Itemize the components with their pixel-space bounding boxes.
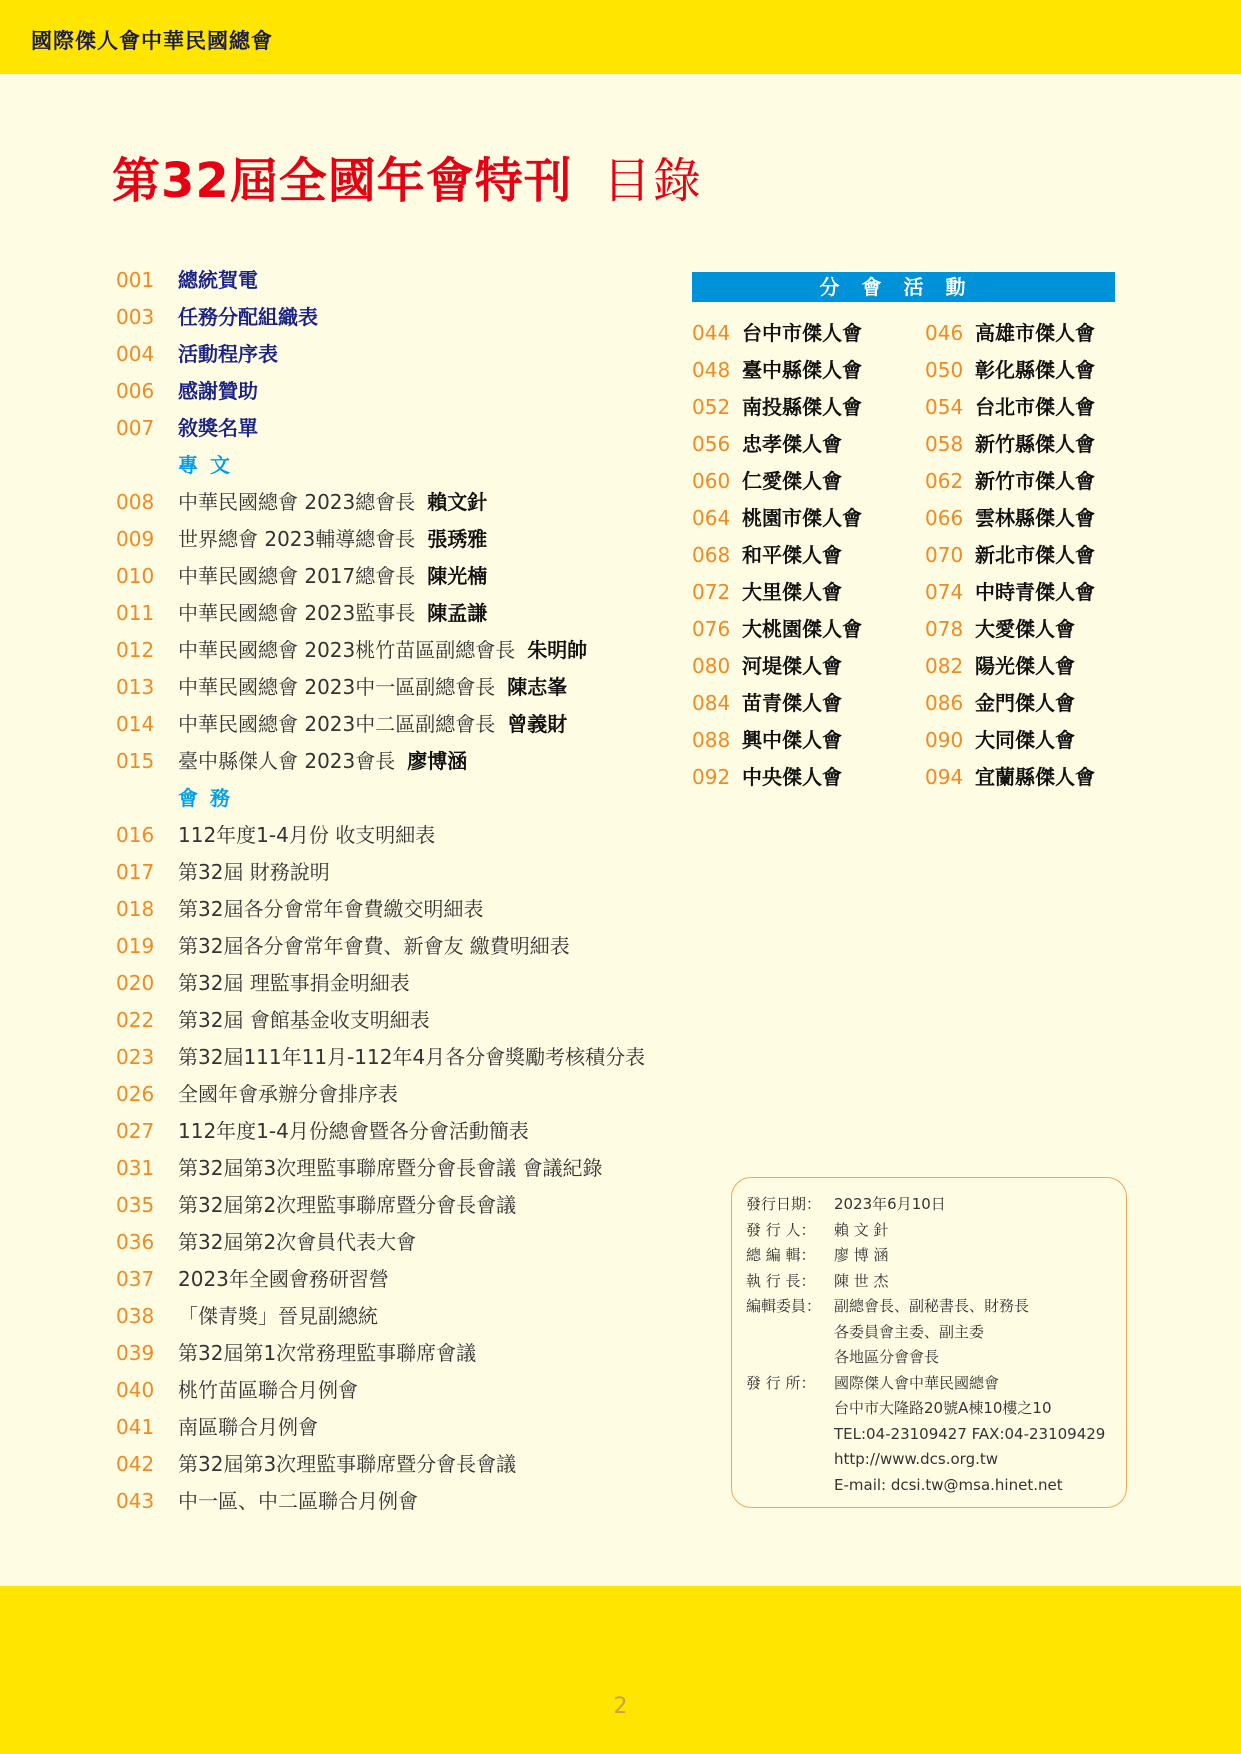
branch-page-number: 082 <box>925 654 964 678</box>
branch-page-number: 054 <box>925 395 964 419</box>
branch-name: 興中傑人會 <box>742 728 842 752</box>
toc-page-number: 040 <box>116 1378 155 1402</box>
pub-committee-line: 各委員會主委、副主委 <box>834 1322 985 1341</box>
toc-page-number: 020 <box>116 971 155 995</box>
toc-page-number: 003 <box>116 305 155 329</box>
footer-band <box>0 1586 1241 1754</box>
branch-entry[interactable] <box>925 759 1095 796</box>
branch-page-number: 080 <box>692 654 731 678</box>
toc-group-general <box>116 262 696 447</box>
toc-entry[interactable] <box>116 632 696 669</box>
toc-entry[interactable] <box>116 336 696 373</box>
toc-page-number: 015 <box>116 749 155 773</box>
page-number: 2 <box>613 1694 628 1719</box>
toc-page-number: 010 <box>116 564 155 588</box>
branch-entry[interactable] <box>692 685 862 722</box>
toc-entry[interactable] <box>116 1113 696 1150</box>
branch-name: 高雄市傑人會 <box>975 321 1095 345</box>
toc-entry[interactable] <box>116 854 696 891</box>
branch-entry[interactable] <box>925 685 1095 722</box>
toc-entry[interactable] <box>116 1372 696 1409</box>
toc-entry[interactable] <box>116 928 696 965</box>
toc-page-number: 016 <box>116 823 155 847</box>
branch-name: 和平傑人會 <box>742 543 842 567</box>
pub-committee-line: 副總會長、副秘書長、財務長 <box>834 1297 1030 1315</box>
branch-entry[interactable] <box>692 352 862 389</box>
toc-entry-title: 中華民國總會 2023中一區副總會長 <box>178 675 496 699</box>
toc-entry[interactable] <box>116 1150 696 1187</box>
pub-date <box>746 1192 1126 1218</box>
toc-entry-title: 112年度1-4月份總會暨各分會活動簡表 <box>178 1119 529 1143</box>
pub-exec-value: 陳 世 杰 <box>834 1271 889 1290</box>
pub-email-link[interactable]: E-mail: dcsi.tw@msa.hinet.net <box>834 1475 1063 1494</box>
toc-entry[interactable] <box>116 595 696 632</box>
toc-entry-title: 全國年會承辦分會排序表 <box>178 1082 398 1106</box>
toc-entry-title: 第32屆第2次理監事聯席暨分會長會議 <box>178 1193 517 1217</box>
toc-group-articles <box>116 484 696 780</box>
branch-page-number: 078 <box>925 617 964 641</box>
toc-entry[interactable] <box>116 1187 696 1224</box>
branch-page-number: 064 <box>692 506 731 530</box>
branch-page-number: 062 <box>925 469 964 493</box>
toc-author-name: 曾義財 <box>507 712 568 736</box>
branch-name: 台北市傑人會 <box>975 395 1095 419</box>
branch-page-number: 076 <box>692 617 731 641</box>
branch-page-number: 066 <box>925 506 964 530</box>
branch-name: 南投縣傑人會 <box>742 395 862 419</box>
branch-entry[interactable] <box>925 537 1095 574</box>
toc-entry[interactable] <box>116 1261 696 1298</box>
toc-page-number: 023 <box>116 1045 155 1069</box>
toc-author-name: 廖博涵 <box>407 749 468 773</box>
toc-entry-title: 桃竹苗區聯合月例會 <box>178 1378 358 1402</box>
toc-entry[interactable] <box>116 1446 696 1483</box>
toc-page-number: 041 <box>116 1415 155 1439</box>
branch-page-number: 068 <box>692 543 731 567</box>
branch-page-number: 092 <box>692 765 731 789</box>
branch-name: 新北市傑人會 <box>975 543 1095 567</box>
branch-entry[interactable] <box>692 426 862 463</box>
branch-entry[interactable] <box>692 574 862 611</box>
toc-entry-title: 中華民國總會 2023總會長 <box>178 490 416 514</box>
toc-page-number: 004 <box>116 342 155 366</box>
toc-entry[interactable] <box>116 743 696 780</box>
toc-entry[interactable] <box>116 1483 696 1520</box>
branch-entry[interactable] <box>925 352 1095 389</box>
toc-entry-title: 2023年全國會務研習營 <box>178 1267 389 1291</box>
toc-section-articles: 專文 <box>178 453 242 477</box>
toc-page-number: 019 <box>116 934 155 958</box>
pub-publisher-label: 發 行 人： <box>746 1220 816 1239</box>
branch-list-left <box>692 315 862 796</box>
branch-page-number: 052 <box>692 395 731 419</box>
toc-entry-title: 第32屆 理監事捐金明細表 <box>178 971 410 995</box>
branch-entry[interactable] <box>925 389 1095 426</box>
pub-exec-label: 執 行 長： <box>746 1271 816 1290</box>
branch-page-number: 084 <box>692 691 731 715</box>
toc-entry[interactable] <box>116 373 696 410</box>
branch-name: 陽光傑人會 <box>975 654 1075 678</box>
toc-entry-title: 第32屆第1次常務理監事聯席會議 <box>178 1341 477 1365</box>
toc-page-number: 011 <box>116 601 155 625</box>
toc-entry-title: 第32屆 財務說明 <box>178 860 330 884</box>
toc-entry-title: 第32屆各分會常年會費繳交明細表 <box>178 897 484 921</box>
toc-page-number: 014 <box>116 712 155 736</box>
branch-entry[interactable] <box>925 574 1095 611</box>
toc-entry-title: 任務分配組織表 <box>178 305 318 329</box>
toc-entry[interactable] <box>116 521 696 558</box>
pub-committee-line: 各地區分會會長 <box>834 1348 940 1366</box>
branch-entry[interactable] <box>692 500 862 537</box>
toc-entry[interactable] <box>116 1002 696 1039</box>
branch-name: 中時青傑人會 <box>975 580 1095 604</box>
branch-entry[interactable] <box>692 759 862 796</box>
toc-page-number: 012 <box>116 638 155 662</box>
branch-page-number: 086 <box>925 691 964 715</box>
branch-name: 中央傑人會 <box>742 765 842 789</box>
branch-page-number: 048 <box>692 358 731 382</box>
toc-page-number: 035 <box>116 1193 155 1217</box>
toc-entry-title: 第32屆111年11月-112年4月各分會獎勵考核積分表 <box>178 1045 646 1069</box>
toc-author-name: 賴文針 <box>427 490 488 514</box>
branch-page-number: 056 <box>692 432 731 456</box>
toc-entry-title: 活動程序表 <box>178 342 278 366</box>
title-sub: 目錄 <box>602 153 703 209</box>
title-main: 第32屆全國年會特刊 <box>112 153 573 209</box>
toc-page-number: 006 <box>116 379 155 403</box>
toc-author-name: 陳孟謙 <box>427 601 488 625</box>
publication-info-box <box>731 1177 1127 1508</box>
branch-name: 大愛傑人會 <box>975 617 1075 641</box>
toc-entry[interactable] <box>116 1076 696 1113</box>
pub-committee <box>746 1294 1126 1320</box>
toc-entry-title: 第32屆第3次理監事聯席暨分會長會議 會議紀錄 <box>178 1156 603 1180</box>
toc-entry-title: 中華民國總會 2023監事長 <box>178 601 416 625</box>
toc-entry[interactable] <box>116 965 696 1002</box>
branch-page-number: 094 <box>925 765 964 789</box>
branch-entry[interactable] <box>925 426 1095 463</box>
branch-entry[interactable] <box>925 722 1095 759</box>
branch-list-right <box>925 315 1095 796</box>
branch-page-number: 050 <box>925 358 964 382</box>
toc-entry-title: 臺中縣傑人會 2023會長 <box>178 749 396 773</box>
branch-page-number: 074 <box>925 580 964 604</box>
toc-group-affairs <box>116 817 696 1520</box>
toc-author-name: 陳光楠 <box>427 564 488 588</box>
branch-name: 台中市傑人會 <box>742 321 862 345</box>
pub-date-value: 2023年6月10日 <box>834 1195 946 1213</box>
pub-date-label: 發行日期： <box>746 1195 822 1213</box>
toc-section-affairs: 會務 <box>178 786 242 810</box>
branch-entry[interactable] <box>925 648 1095 685</box>
toc-author-name: 朱明帥 <box>527 638 588 662</box>
branch-name: 大里傑人會 <box>742 580 842 604</box>
toc-page-number: 037 <box>116 1267 155 1291</box>
pub-editor-label: 總 編 輯： <box>746 1246 816 1264</box>
toc-entry-title: 南區聯合月例會 <box>178 1415 318 1439</box>
toc-page-number: 008 <box>116 490 155 514</box>
toc-entry[interactable] <box>116 410 696 447</box>
branch-page-number: 046 <box>925 321 964 345</box>
toc-entry[interactable] <box>116 817 696 854</box>
toc-entry[interactable] <box>116 891 696 928</box>
toc-entry[interactable] <box>116 1039 696 1076</box>
branch-entry[interactable] <box>692 648 862 685</box>
table-of-contents <box>116 262 696 1520</box>
toc-page-number: 017 <box>116 860 155 884</box>
pub-editor <box>746 1243 1126 1269</box>
toc-page-number: 007 <box>116 416 155 440</box>
branch-page-number: 072 <box>692 580 731 604</box>
branch-page-number: 044 <box>692 321 731 345</box>
toc-entry[interactable] <box>116 1298 696 1335</box>
branch-name: 新竹市傑人會 <box>975 469 1095 493</box>
toc-entry[interactable] <box>116 484 696 521</box>
branch-entry[interactable] <box>692 537 862 574</box>
toc-page-number: 013 <box>116 675 155 699</box>
pub-committee-label: 編輯委員： <box>746 1297 822 1315</box>
branch-entry[interactable] <box>692 722 862 759</box>
branch-name: 河堤傑人會 <box>742 654 842 678</box>
pub-office-line: 國際傑人會中華民國總會 <box>834 1373 1000 1392</box>
toc-author-name: 張琇雅 <box>427 527 488 551</box>
branch-name: 大桃園傑人會 <box>742 617 862 641</box>
toc-page-number: 042 <box>116 1452 155 1476</box>
toc-entry[interactable] <box>116 669 696 706</box>
branch-page-number: 060 <box>692 469 731 493</box>
branch-name: 臺中縣傑人會 <box>742 358 862 382</box>
branch-name: 彰化縣傑人會 <box>975 358 1095 382</box>
toc-page-number: 009 <box>116 527 155 551</box>
pub-phone-fax: TEL:04-23109427 FAX:04-23109429 <box>834 1424 1106 1443</box>
toc-author-name: 陳志峯 <box>507 675 568 699</box>
branch-entry[interactable] <box>692 389 862 426</box>
branch-name: 宜蘭縣傑人會 <box>975 765 1095 789</box>
branch-page-number: 058 <box>925 432 964 456</box>
toc-page-number: 043 <box>116 1489 155 1513</box>
toc-entry-title: 第32屆各分會常年會費、新會友 繳費明細表 <box>178 934 570 958</box>
toc-entry-title: 敘獎名單 <box>178 416 258 440</box>
branch-name: 新竹縣傑人會 <box>975 432 1095 456</box>
toc-entry-title: 中華民國總會 2017總會長 <box>178 564 416 588</box>
toc-entry-title: 中華民國總會 2023桃竹苗區副總會長 <box>178 638 516 662</box>
toc-entry-title: 「傑青獎」晉見副總統 <box>178 1304 378 1328</box>
branch-page-number: 070 <box>925 543 964 567</box>
toc-page-number: 027 <box>116 1119 155 1143</box>
branch-name: 雲林縣傑人會 <box>975 506 1095 530</box>
toc-entry-title: 總統賀電 <box>178 268 258 292</box>
toc-entry-title: 第32屆第2次會員代表大會 <box>178 1230 417 1254</box>
branch-name: 大同傑人會 <box>975 728 1075 752</box>
branch-entry[interactable] <box>692 611 862 648</box>
toc-entry[interactable] <box>116 299 696 336</box>
branch-activities-header: 分會活動 <box>692 272 1115 302</box>
toc-entry-title: 世界總會 2023輔導總會長 <box>178 527 416 551</box>
toc-page-number: 018 <box>116 897 155 921</box>
branch-name: 忠孝傑人會 <box>742 432 842 456</box>
toc-page-number: 031 <box>116 1156 155 1180</box>
toc-entry[interactable] <box>116 558 696 595</box>
toc-page-number: 026 <box>116 1082 155 1106</box>
branch-entry[interactable] <box>925 500 1095 537</box>
branch-name: 苗青傑人會 <box>742 691 842 715</box>
branch-entry[interactable] <box>925 463 1095 500</box>
toc-entry-title: 第32屆第3次理監事聯席暨分會長會議 <box>178 1452 517 1476</box>
toc-page-number: 039 <box>116 1341 155 1365</box>
pub-address: 台中市大隆路20號A棟10樓之10 <box>834 1399 1052 1417</box>
toc-entry[interactable] <box>116 1409 696 1446</box>
toc-page-number: 022 <box>116 1008 155 1032</box>
pub-office <box>746 1371 1126 1397</box>
pub-office-label: 發 行 所： <box>746 1373 816 1392</box>
org-name: 國際傑人會中華民國總會 <box>31 29 273 53</box>
toc-entry[interactable] <box>116 706 696 743</box>
pub-website-link[interactable]: http://www.dcs.org.tw <box>834 1450 999 1468</box>
toc-entry[interactable] <box>116 262 696 299</box>
pub-publisher-value: 賴 文 針 <box>834 1220 889 1239</box>
toc-entry-title: 第32屆 會館基金收支明細表 <box>178 1008 430 1032</box>
pub-publisher <box>746 1218 1126 1244</box>
toc-entry[interactable] <box>116 1335 696 1372</box>
toc-entry[interactable] <box>116 1224 696 1261</box>
branch-entry[interactable] <box>692 463 862 500</box>
toc-entry-title: 中一區、中二區聯合月例會 <box>178 1489 418 1513</box>
branch-entry[interactable] <box>925 315 1095 352</box>
toc-page-number: 036 <box>116 1230 155 1254</box>
branch-name: 金門傑人會 <box>975 691 1075 715</box>
toc-entry-title: 112年度1-4月份 收支明細表 <box>178 823 436 847</box>
pub-exec <box>746 1269 1126 1295</box>
toc-entry-title: 中華民國總會 2023中二區副總會長 <box>178 712 496 736</box>
page-title <box>112 142 703 211</box>
branch-entry[interactable] <box>692 315 862 352</box>
toc-page-number: 001 <box>116 268 155 292</box>
branch-entry[interactable] <box>925 611 1095 648</box>
toc-entry-title: 感謝贊助 <box>178 379 258 403</box>
branch-name: 仁愛傑人會 <box>742 469 842 493</box>
pub-editor-value: 廖 博 涵 <box>834 1246 889 1264</box>
toc-page-number: 038 <box>116 1304 155 1328</box>
branch-page-number: 088 <box>692 728 731 752</box>
branch-name: 桃園市傑人會 <box>742 506 862 530</box>
branch-page-number: 090 <box>925 728 964 752</box>
